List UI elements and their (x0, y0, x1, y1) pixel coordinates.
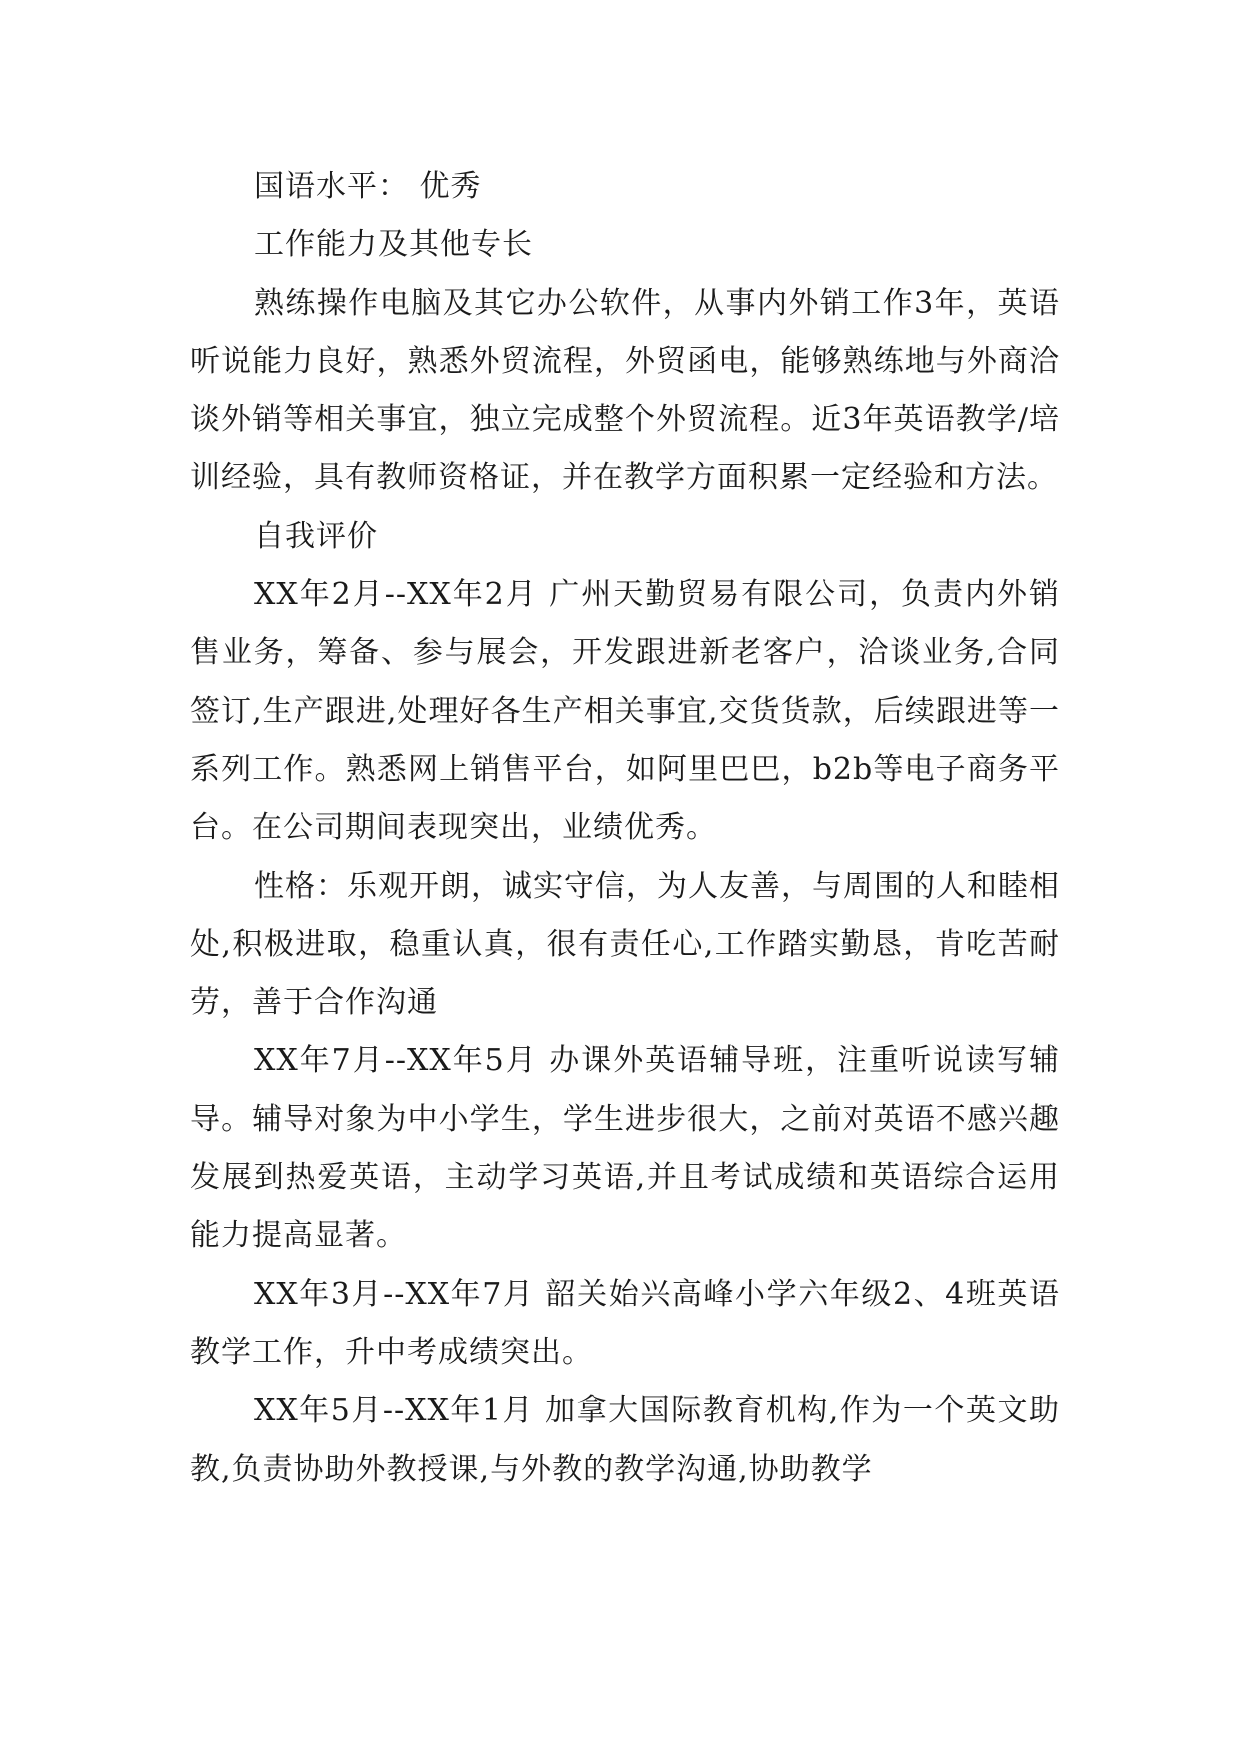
paragraph-experience-school: XX年3月--XX年7月 韶关始兴高峰小学六年级2、4班英语教学工作，升中考成绩突出。 (190, 1276, 1060, 1370)
paragraph-experience-canada: XX年5月--XX年1月 加拿大国际教育机构,作为一个英文助教,负责协助外教授课,与外教的教学沟通,协助教学 (190, 1393, 1060, 1487)
paragraph-self-evaluation-heading: 自我评价 (254, 518, 378, 554)
paragraph-skills: 熟练操作电脑及其它办公软件，从事内外销工作3年，英语听说能力良好，熟悉外贸流程，外贸函电，能够熟练地与外商洽谈外销等相关事宜，独立完成整个外贸流程。近3年英语教学/培训经验，具有教师资格证，并在教学方面积累一定经验和方法。 (190, 285, 1060, 496)
paragraph-language-level: 国语水平： 优秀 (254, 169, 482, 204)
paragraph-experience-tutoring: XX年7月--XX年5月 办课外英语辅导班，注重听说读写辅导。辅导对象为中小学生，学生进步很大，之前对英语不感兴趣发展到热爱英语，主动学习英语,并且考试成绩和英语综合运用能力提高显著。 (190, 1043, 1060, 1254)
paragraph-experience-trade: XX年2月--XX年2月 广州天勤贸易有限公司，负责内外销售业务，筹备、参与展会，开发跟进新老客户，洽谈业务,合同签订,生产跟进,处理好各生产相关事宜,交货货款，后续跟进等一系列工作。熟悉网上销售平台，如阿里巴巴，b2b等电子商务平台。在公司期间表现突出，业绩优秀。 (190, 577, 1060, 846)
document-body (190, 158, 1060, 1499)
paragraph-skills-heading: 工作能力及其他专长 (254, 227, 533, 263)
paragraph-personality: 性格：乐观开朗，诚实守信，为人友善，与周围的人和睦相处,积极进取，稳重认真，很有责任心,工作踏实勤恳，肯吃苦耐劳，善于合作沟通 (190, 868, 1060, 1021)
